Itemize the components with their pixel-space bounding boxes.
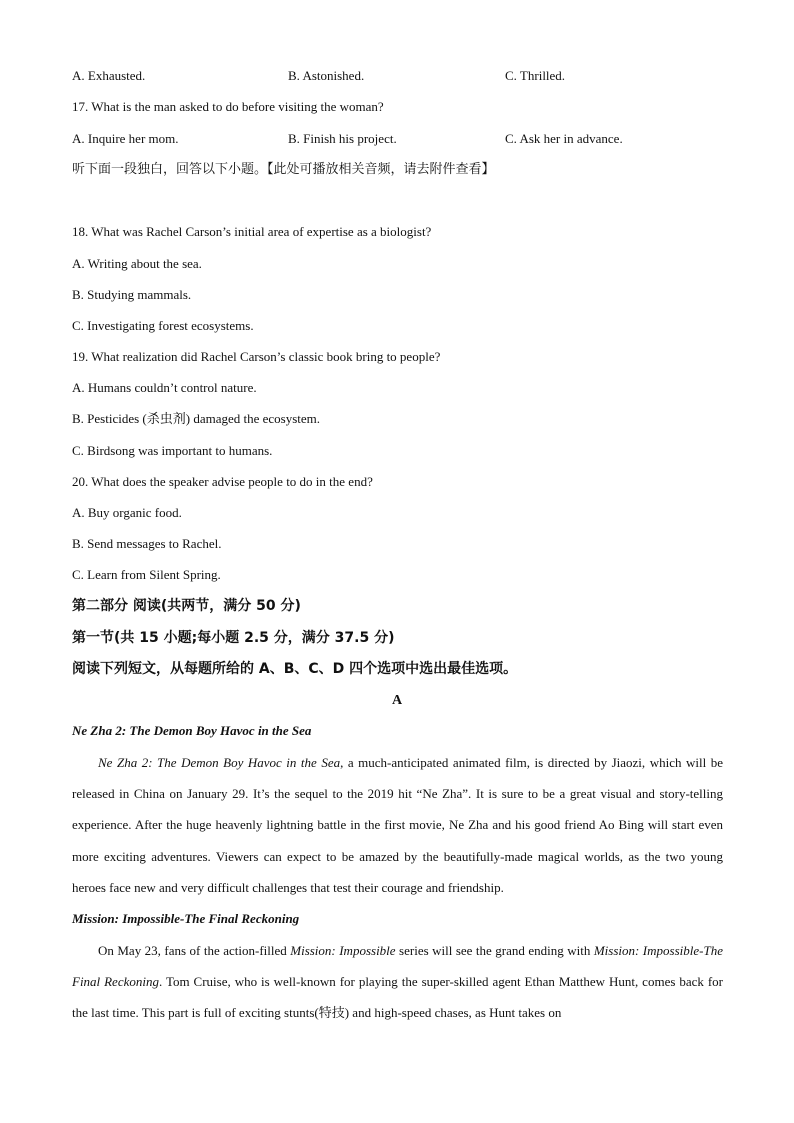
q19-option-a: A. Humans couldn’t control nature.	[72, 380, 257, 395]
q20-option-a: A. Buy organic food.	[72, 505, 182, 520]
q19-option-b: B. Pesticides (杀虫剂) damaged the ecosystem.	[72, 411, 321, 426]
film1-paragraph-text: , a much-anticipated animated film, is directed by Jiaozi, which will be released in China on January 29. It’s the sequel to the 2019 hit “Ne Zha”. It is sure to be a great visual and story-telling experience. After the huge heavenly lightning battle in the first movie, Ne Zha and his good friend Ao Bing will start even more exciting adventures. Viewers can expect to be amazed by the beautifully-made magical worlds, as the two young heroes face new and very difficult challenges that test their courage and friendship.	[72, 755, 723, 895]
q17-option-b: B. Finish his project.	[288, 131, 397, 146]
part2-instruction: 阅读下列短文，从每题所给的 A、B、C、D 四个选项中选出最佳选项。	[72, 661, 518, 677]
q20-question: 20. What does the speaker advise people to do in the end?	[72, 474, 373, 489]
q17-question: 17. What is the man asked to do before visiting the woman?	[72, 99, 384, 114]
q19-option-c: C. Birdsong was important to humans.	[72, 443, 273, 458]
film2-paragraph	[72, 935, 723, 1029]
q18-option-c: C. Investigating forest ecosystems.	[72, 318, 254, 333]
q18-question: 18. What was Rachel Carson’s initial area of expertise as a biologist?	[72, 224, 432, 239]
q18-option-a: A. Writing about the sea.	[72, 256, 202, 271]
q20-option-c: C. Learn from Silent Spring.	[72, 567, 221, 582]
film2-paragraph-series: Mission: Impossible	[290, 943, 396, 958]
film2-paragraph-text-a: On May 23, fans of the action-filled	[98, 943, 291, 958]
film2-heading: Mission: Impossible-The Final Reckoning	[72, 911, 300, 926]
q20-option-b: B. Send messages to Rachel.	[72, 536, 222, 551]
q16-option-b: B. Astonished.	[288, 68, 365, 83]
film2-paragraph-title: Mission: Impossible-The Final Reckoning	[72, 943, 723, 990]
passage-label: A	[391, 693, 403, 708]
q17-option-a: A. Inquire her mom.	[72, 131, 179, 146]
film2-paragraph-text-b: series will see the grand ending with	[395, 943, 594, 958]
q19-question: 19. What realization did Rachel Carson’s classic book bring to people?	[72, 349, 441, 364]
q17-option-c: C. Ask her in advance.	[505, 131, 623, 146]
q18-option-b: B. Studying mammals.	[72, 287, 192, 302]
film1-paragraph	[72, 747, 723, 903]
film2-paragraph-text-c: . Tom Cruise, who is well-known for playing the super-skilled agent Ethan Matthew Hunt, comes back for the last time. This part is full of exciting stunts(特技) and high-speed chases, as Hunt takes on	[72, 974, 723, 1021]
film1-paragraph-title: Ne Zha 2: The Demon Boy Havoc in the Sea	[98, 755, 341, 770]
film1-heading: Ne Zha 2: The Demon Boy Havoc in the Sea	[72, 723, 312, 738]
monologue-instruction: 听下面一段独白，回答以下小题。【此处可播放相关音频，请去附件查看】	[72, 162, 495, 177]
part2-title: 第二部分 阅读(共两节，满分 50 分)	[72, 598, 301, 614]
part2-section1-title: 第一节(共 15 小题;每小题 2.5 分，满分 37.5 分)	[72, 630, 395, 646]
q16-option-c: C. Thrilled.	[505, 68, 566, 83]
q16-option-a: A. Exhausted.	[72, 68, 146, 83]
